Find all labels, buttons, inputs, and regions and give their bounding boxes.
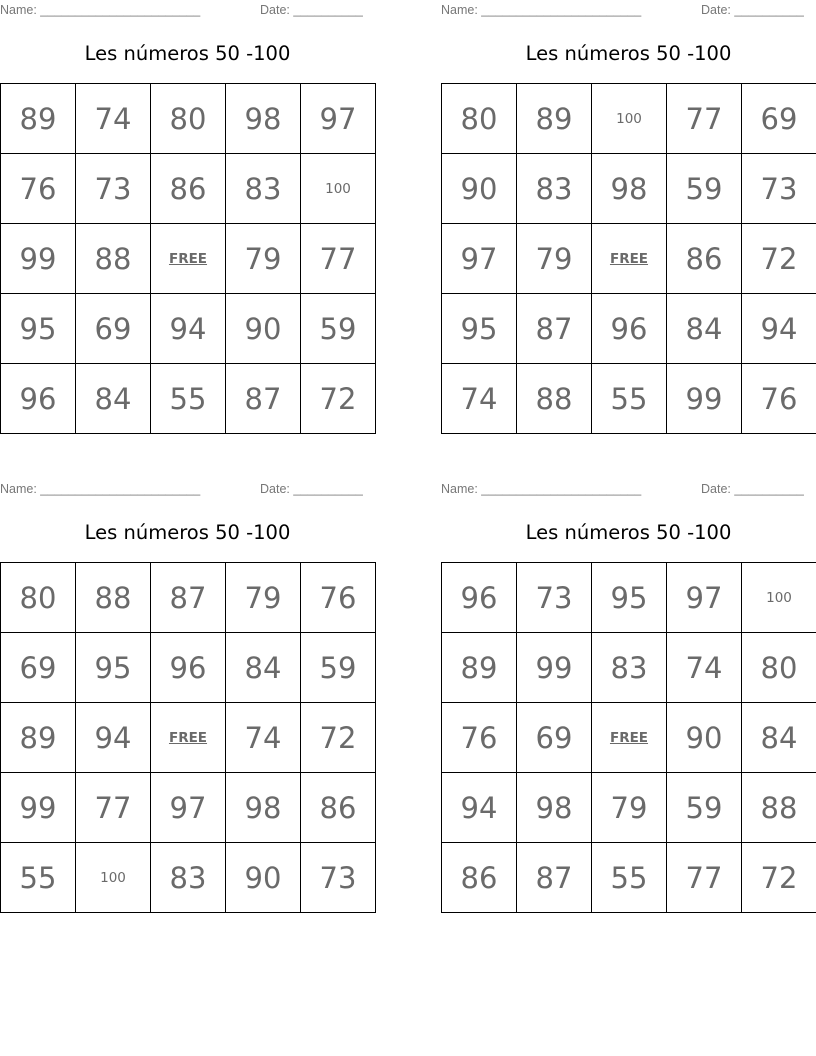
card-title: Les números 50 -100 (525, 42, 732, 65)
number-cell[interactable]: 69 (1, 633, 76, 703)
grid-row (1, 364, 376, 434)
number-cell[interactable]: 87 (226, 364, 301, 434)
bingo-card-4 (441, 479, 816, 895)
number-cell[interactable]: 95 (592, 563, 667, 633)
number-cell[interactable]: 88 (517, 364, 592, 434)
date-field[interactable]: Date: __________ (701, 482, 804, 496)
number-cell[interactable]: 76 (742, 364, 816, 434)
number-cell[interactable]: 79 (517, 224, 592, 294)
bingo-grid (441, 562, 816, 913)
card-header (0, 479, 375, 501)
grid-row (1, 84, 376, 154)
grid-row (442, 364, 816, 434)
number-cell[interactable]: 86 (667, 224, 742, 294)
number-cell[interactable]: 96 (442, 563, 517, 633)
number-cell[interactable]: 100 (592, 84, 667, 154)
number-cell[interactable]: 97 (667, 563, 742, 633)
grid-row (442, 154, 816, 224)
grid-row (442, 773, 816, 843)
free-space-cell[interactable]: FREE (592, 703, 667, 773)
grid-row (1, 563, 376, 633)
number-cell[interactable]: 59 (301, 294, 376, 364)
number-cell[interactable]: 95 (1, 294, 76, 364)
number-cell[interactable]: 74 (76, 84, 151, 154)
number-cell[interactable]: 80 (442, 84, 517, 154)
grid-row (1, 843, 376, 913)
name-field[interactable]: Name: _______________________ (0, 3, 201, 17)
grid-row (442, 563, 816, 633)
number-cell[interactable]: 94 (442, 773, 517, 843)
grid-row (442, 84, 816, 154)
number-cell[interactable]: 73 (301, 843, 376, 913)
number-cell[interactable]: 87 (151, 563, 226, 633)
grid-row (1, 154, 376, 224)
card-header (441, 479, 816, 501)
number-cell[interactable]: 80 (151, 84, 226, 154)
grid-row (1, 294, 376, 364)
number-cell[interactable]: 59 (667, 773, 742, 843)
number-cell[interactable]: 77 (76, 773, 151, 843)
grid-row (1, 703, 376, 773)
number-cell[interactable]: 96 (1, 364, 76, 434)
number-cell[interactable]: 69 (742, 84, 816, 154)
number-cell[interactable]: 69 (76, 294, 151, 364)
number-cell[interactable]: 84 (742, 703, 816, 773)
number-cell[interactable]: 77 (301, 224, 376, 294)
number-cell[interactable]: 72 (301, 364, 376, 434)
bingo-grid (441, 83, 816, 434)
number-cell[interactable]: 97 (301, 84, 376, 154)
grid-row (442, 703, 816, 773)
number-cell[interactable]: 89 (442, 633, 517, 703)
free-space-cell[interactable]: FREE (151, 703, 226, 773)
number-cell[interactable]: 80 (742, 633, 816, 703)
number-cell[interactable]: 96 (151, 633, 226, 703)
number-cell[interactable]: 83 (226, 154, 301, 224)
grid-row (442, 843, 816, 913)
number-cell[interactable]: 86 (301, 773, 376, 843)
number-cell[interactable]: 90 (226, 294, 301, 364)
card-title: Les números 50 -100 (84, 521, 291, 544)
bingo-card-1 (0, 0, 375, 416)
number-cell[interactable]: 87 (517, 294, 592, 364)
number-cell[interactable]: 86 (442, 843, 517, 913)
number-cell[interactable]: 84 (76, 364, 151, 434)
number-cell[interactable]: 83 (517, 154, 592, 224)
number-cell[interactable]: 80 (1, 563, 76, 633)
number-cell[interactable]: 88 (76, 563, 151, 633)
number-cell[interactable]: 84 (226, 633, 301, 703)
number-cell[interactable]: 74 (226, 703, 301, 773)
number-cell[interactable]: 55 (592, 364, 667, 434)
number-cell[interactable]: 95 (76, 633, 151, 703)
number-cell[interactable]: 55 (592, 843, 667, 913)
number-cell[interactable]: 99 (517, 633, 592, 703)
number-cell[interactable]: 73 (742, 154, 816, 224)
date-field[interactable]: Date: __________ (260, 3, 363, 17)
number-cell[interactable]: 97 (442, 224, 517, 294)
free-space-cell[interactable]: FREE (592, 224, 667, 294)
grid-row (1, 633, 376, 703)
number-cell[interactable]: 76 (442, 703, 517, 773)
number-cell[interactable]: 87 (517, 843, 592, 913)
number-cell[interactable]: 94 (151, 294, 226, 364)
number-cell[interactable]: 72 (742, 843, 816, 913)
card-title: Les números 50 -100 (525, 521, 732, 544)
number-cell[interactable]: 74 (442, 364, 517, 434)
number-cell[interactable]: 72 (742, 224, 816, 294)
number-cell[interactable]: 90 (226, 843, 301, 913)
number-cell[interactable]: 59 (667, 154, 742, 224)
number-cell[interactable]: 97 (151, 773, 226, 843)
number-cell[interactable]: 98 (226, 773, 301, 843)
bingo-card-3 (0, 479, 375, 895)
grid-row (442, 224, 816, 294)
number-cell[interactable]: 59 (301, 633, 376, 703)
number-cell[interactable]: 79 (226, 563, 301, 633)
number-cell[interactable]: 72 (301, 703, 376, 773)
number-cell[interactable]: 94 (76, 703, 151, 773)
bingo-grid (0, 83, 376, 434)
number-cell[interactable]: 79 (226, 224, 301, 294)
number-cell[interactable]: 95 (442, 294, 517, 364)
number-cell[interactable]: 98 (226, 84, 301, 154)
card-header (0, 0, 375, 22)
number-cell[interactable]: 73 (76, 154, 151, 224)
date-field[interactable]: Date: __________ (260, 482, 363, 496)
number-cell[interactable]: 83 (592, 633, 667, 703)
name-field[interactable]: Name: _______________________ (441, 482, 642, 496)
number-cell[interactable]: 86 (151, 154, 226, 224)
number-cell[interactable]: 83 (151, 843, 226, 913)
grid-row (1, 224, 376, 294)
number-cell[interactable]: 55 (151, 364, 226, 434)
number-cell[interactable]: 73 (517, 563, 592, 633)
number-cell[interactable]: 84 (667, 294, 742, 364)
number-cell[interactable]: 96 (592, 294, 667, 364)
number-cell[interactable]: 99 (1, 773, 76, 843)
number-cell[interactable]: 77 (667, 84, 742, 154)
number-cell[interactable]: 74 (667, 633, 742, 703)
card-header (441, 0, 816, 22)
number-cell[interactable]: 69 (517, 703, 592, 773)
number-cell[interactable]: 94 (742, 294, 816, 364)
number-cell[interactable]: 76 (1, 154, 76, 224)
number-cell[interactable]: 99 (1, 224, 76, 294)
number-cell[interactable]: 90 (667, 703, 742, 773)
number-cell[interactable]: 90 (442, 154, 517, 224)
grid-row (442, 633, 816, 703)
name-field[interactable]: Name: _______________________ (0, 482, 201, 496)
grid-row (442, 294, 816, 364)
number-cell[interactable]: 77 (667, 843, 742, 913)
bingo-grid (0, 562, 376, 913)
card-title: Les números 50 -100 (84, 42, 291, 65)
date-field[interactable]: Date: __________ (701, 3, 804, 17)
grid-row (1, 773, 376, 843)
number-cell[interactable]: 98 (517, 773, 592, 843)
bingo-card-2 (441, 0, 816, 416)
number-cell[interactable]: 79 (592, 773, 667, 843)
number-cell[interactable]: 100 (742, 563, 816, 633)
number-cell[interactable]: 88 (76, 224, 151, 294)
name-field[interactable]: Name: _______________________ (441, 3, 642, 17)
number-cell[interactable]: 55 (1, 843, 76, 913)
number-cell[interactable]: 88 (742, 773, 816, 843)
number-cell[interactable]: 76 (301, 563, 376, 633)
number-cell[interactable]: 100 (301, 154, 376, 224)
number-cell[interactable]: 99 (667, 364, 742, 434)
free-space-cell[interactable]: FREE (151, 224, 226, 294)
number-cell[interactable]: 100 (76, 843, 151, 913)
number-cell[interactable]: 98 (592, 154, 667, 224)
number-cell[interactable]: 89 (1, 84, 76, 154)
number-cell[interactable]: 89 (1, 703, 76, 773)
number-cell[interactable]: 89 (517, 84, 592, 154)
